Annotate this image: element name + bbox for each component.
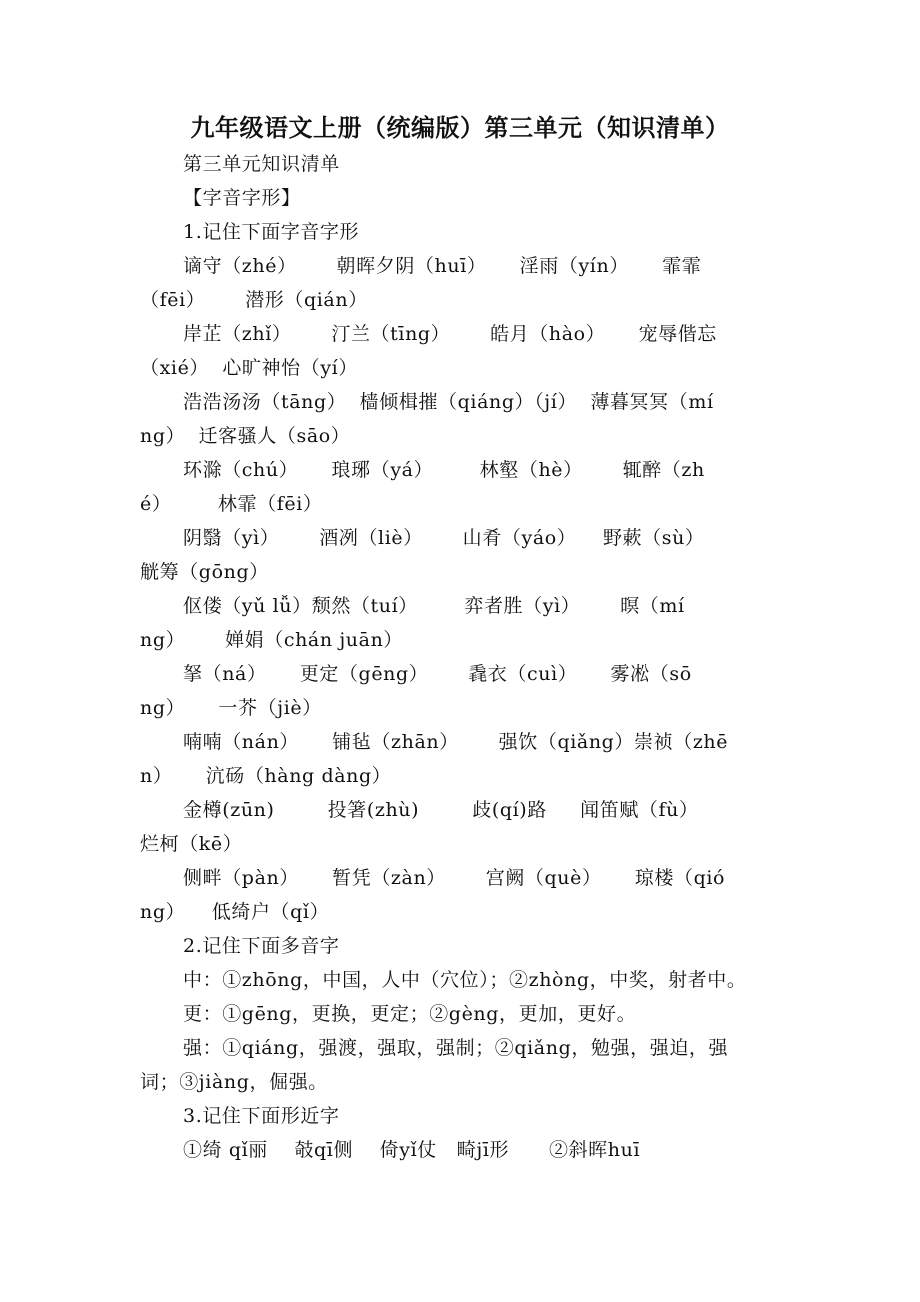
text-line: 觥筹（gōng） <box>140 561 269 583</box>
text-line: 拏（ná） 更定（gēng） 毳衣（cuì） 雾凇（sō <box>183 663 692 685</box>
section-heading: 【字音字形】 <box>183 187 301 209</box>
text-line: n） 沆砀（hàng dàng） <box>140 765 392 787</box>
polyphone-line: 中：①zhōng，中国，人中（穴位）；②zhòng，中奖，射者中。 <box>183 969 747 991</box>
text-line: 喃喃（nán） 铺毡（zhān） 强饮（qiǎng）崇祯（zhē <box>183 731 729 753</box>
text-line: 烂柯（kē） <box>140 833 243 855</box>
text-line: 谪守（zhé） 朝晖夕阴（huī） 淫雨（yín） 霏霏 <box>183 255 702 277</box>
item-1-heading: 1.记住下面字音字形 <box>183 221 360 243</box>
text-line: 金樽(zūn) 投箸(zhù) 歧(qí)路 闻笛赋（fù） <box>183 799 699 821</box>
text-line: ng） 低绮户（qǐ） <box>140 901 330 923</box>
subtitle: 第三单元知识清单 <box>183 153 340 175</box>
text-line: 浩浩汤汤（tāng） 樯倾楫摧（qiáng）（jí） 薄暮冥冥（mí <box>183 391 714 413</box>
text-line: （fēi） 潜形（qián） <box>140 289 368 311</box>
text-line: 伛偻（yǔ lǚ）颓然（tuí） 弈者胜（yì） 暝（mí <box>183 595 685 617</box>
similar-chars-line: ①绮 qǐ丽 攲qī侧 倚yǐ仗 畸jī形 ②斜晖huī <box>183 1139 641 1161</box>
text-line: 岸芷（zhǐ） 汀兰（tīng） 皓月（hào） 宠辱偕忘 <box>183 323 717 345</box>
text-line: ng） 迁客骚人（sāo） <box>140 425 351 447</box>
item-3-heading: 3.记住下面形近字 <box>183 1105 340 1127</box>
text-line: ng） 婵娟（chán juān） <box>140 629 404 651</box>
item-2-heading: 2.记住下面多音字 <box>183 935 340 957</box>
text-line: é） 林霏（fēi） <box>140 493 323 515</box>
text-line: 阴翳（yì） 酒冽（liè） 山肴（yáo） 野蔌（sù） <box>183 527 705 549</box>
polyphone-line: 词；③jiàng，倔强。 <box>140 1071 328 1093</box>
document-title: 九年级语文上册（统编版）第三单元（知识清单） <box>190 115 730 142</box>
polyphone-line: 更：①gēng，更换，更定；②gèng，更加，更好。 <box>183 1003 637 1025</box>
polyphone-line: 强：①qiáng，强渡，强取，强制；②qiǎng，勉强，强迫，强 <box>183 1037 729 1059</box>
text-line: （xié） 心旷神怡（yí） <box>140 357 358 379</box>
text-line: 环滁（chú） 琅琊（yá） 林壑（hè） 辄醉（zh <box>183 459 705 481</box>
text-line: ng） 一芥（jiè） <box>140 697 322 719</box>
text-line: 侧畔（pàn） 暂凭（zàn） 宫阙（què） 琼楼（qió <box>183 867 726 889</box>
